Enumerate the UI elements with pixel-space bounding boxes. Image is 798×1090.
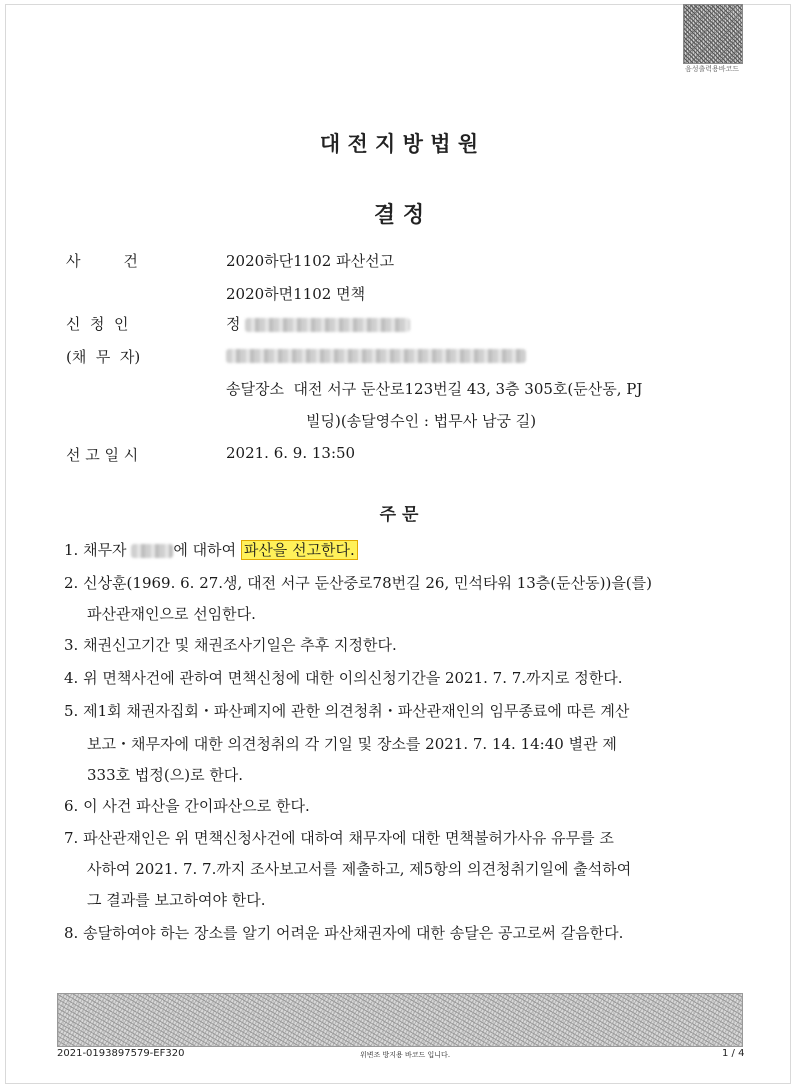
redacted-debtor-name [131,544,173,558]
order-item-5-line1: 5. 제1회 채권자집회・파산폐지에 관한 의견청취・파산관재인의 임무종료에 따른 계산 [64,702,630,720]
order-1-prefix: 1. 채무자 [64,541,132,559]
order-item-7-line1: 7. 파산관재인은 위 면책신청사건에 대하여 채무자에 대한 면책불허가사유 유무를 조 [64,829,614,847]
case-number-discharge: 2020하면1102 면책 [226,285,366,303]
barcode-notice: 위변조 방지용 바코드 입니다. [360,1051,451,1059]
qr-barcode-image [683,4,743,64]
court-name: 대 전 지 방 법 원 [319,132,479,156]
redacted-name-address [245,318,410,332]
applicant-name [226,313,410,334]
anti-forgery-barcode [57,993,743,1047]
order-item-2-line1: 2. 신상훈(1969. 6. 27.생, 대전 서구 둔산중로78번길 26, 민석타워 13층(둔산동))을(를) [64,574,653,592]
delivery-address-line2: 빌딩)(송달영수인 : 법무사 남궁 길) [306,412,537,430]
document-title: 결 정 [373,203,425,228]
barcode-label: 음성출력용바코드 [684,65,740,73]
order-item-7-line2: 사하여 2021. 7. 7.까지 조사보고서를 제출하고, 제5항의 의견청취기일에 출석하여 [87,860,632,878]
order-item-1 [64,539,358,560]
applicant-label: 신 청 인 [66,315,129,333]
case-number-bankruptcy: 2020하단1102 파산선고 [226,252,395,270]
order-item-8: 8. 송달하여야 하는 장소를 알기 어려운 파산채권자에 대한 송달은 공고로써 갈음한다. [64,924,624,942]
date-label: 선 고 일 시 [66,446,139,464]
delivery-address-line1 [226,378,642,399]
order-item-5-line3: 333호 법정(으)로 한다. [87,766,244,784]
order-1-middle: 에 대하여 [173,541,241,559]
redacted-address [226,349,526,363]
debtor-address-redacted [226,346,526,364]
order-item-6: 6. 이 사건 파산을 간이파산으로 한다. [64,797,310,815]
order-item-5-line2: 보고・채무자에 대한 의견청취의 각 기일 및 장소를 2021. 7. 14. 14:40 별관 제 [87,735,617,753]
date-value: 2021. 6. 9. 13:50 [226,444,356,462]
highlighted-bankruptcy-declaration: 파산을 선고한다. [241,540,358,560]
order-heading: 주 문 [379,505,419,525]
order-item-3: 3. 채권신고기간 및 채권조사기일은 추후 지정한다. [64,636,397,654]
delivery-label: 송달장소 [226,380,284,398]
delivery-value-line1: 대전 서구 둔산로123번길 43, 3층 305호(둔산동, PJ [293,380,643,398]
applicant-name-visible: 정 [226,315,241,333]
debtor-label: (채 무 자) [66,348,141,366]
page-number: 1 / 4 [722,1048,745,1059]
document-id: 2021-0193897579-EF320 [57,1048,185,1059]
order-item-7-line3: 그 결과를 보고하여야 한다. [87,891,266,909]
case-label: 사 건 [66,252,138,270]
order-item-4: 4. 위 면책사건에 관하여 면책신청에 대한 이의신청기간을 2021. 7. 7.까지로 정한다. [64,669,623,687]
order-item-2-line2: 파산관재인으로 선임한다. [87,605,256,623]
